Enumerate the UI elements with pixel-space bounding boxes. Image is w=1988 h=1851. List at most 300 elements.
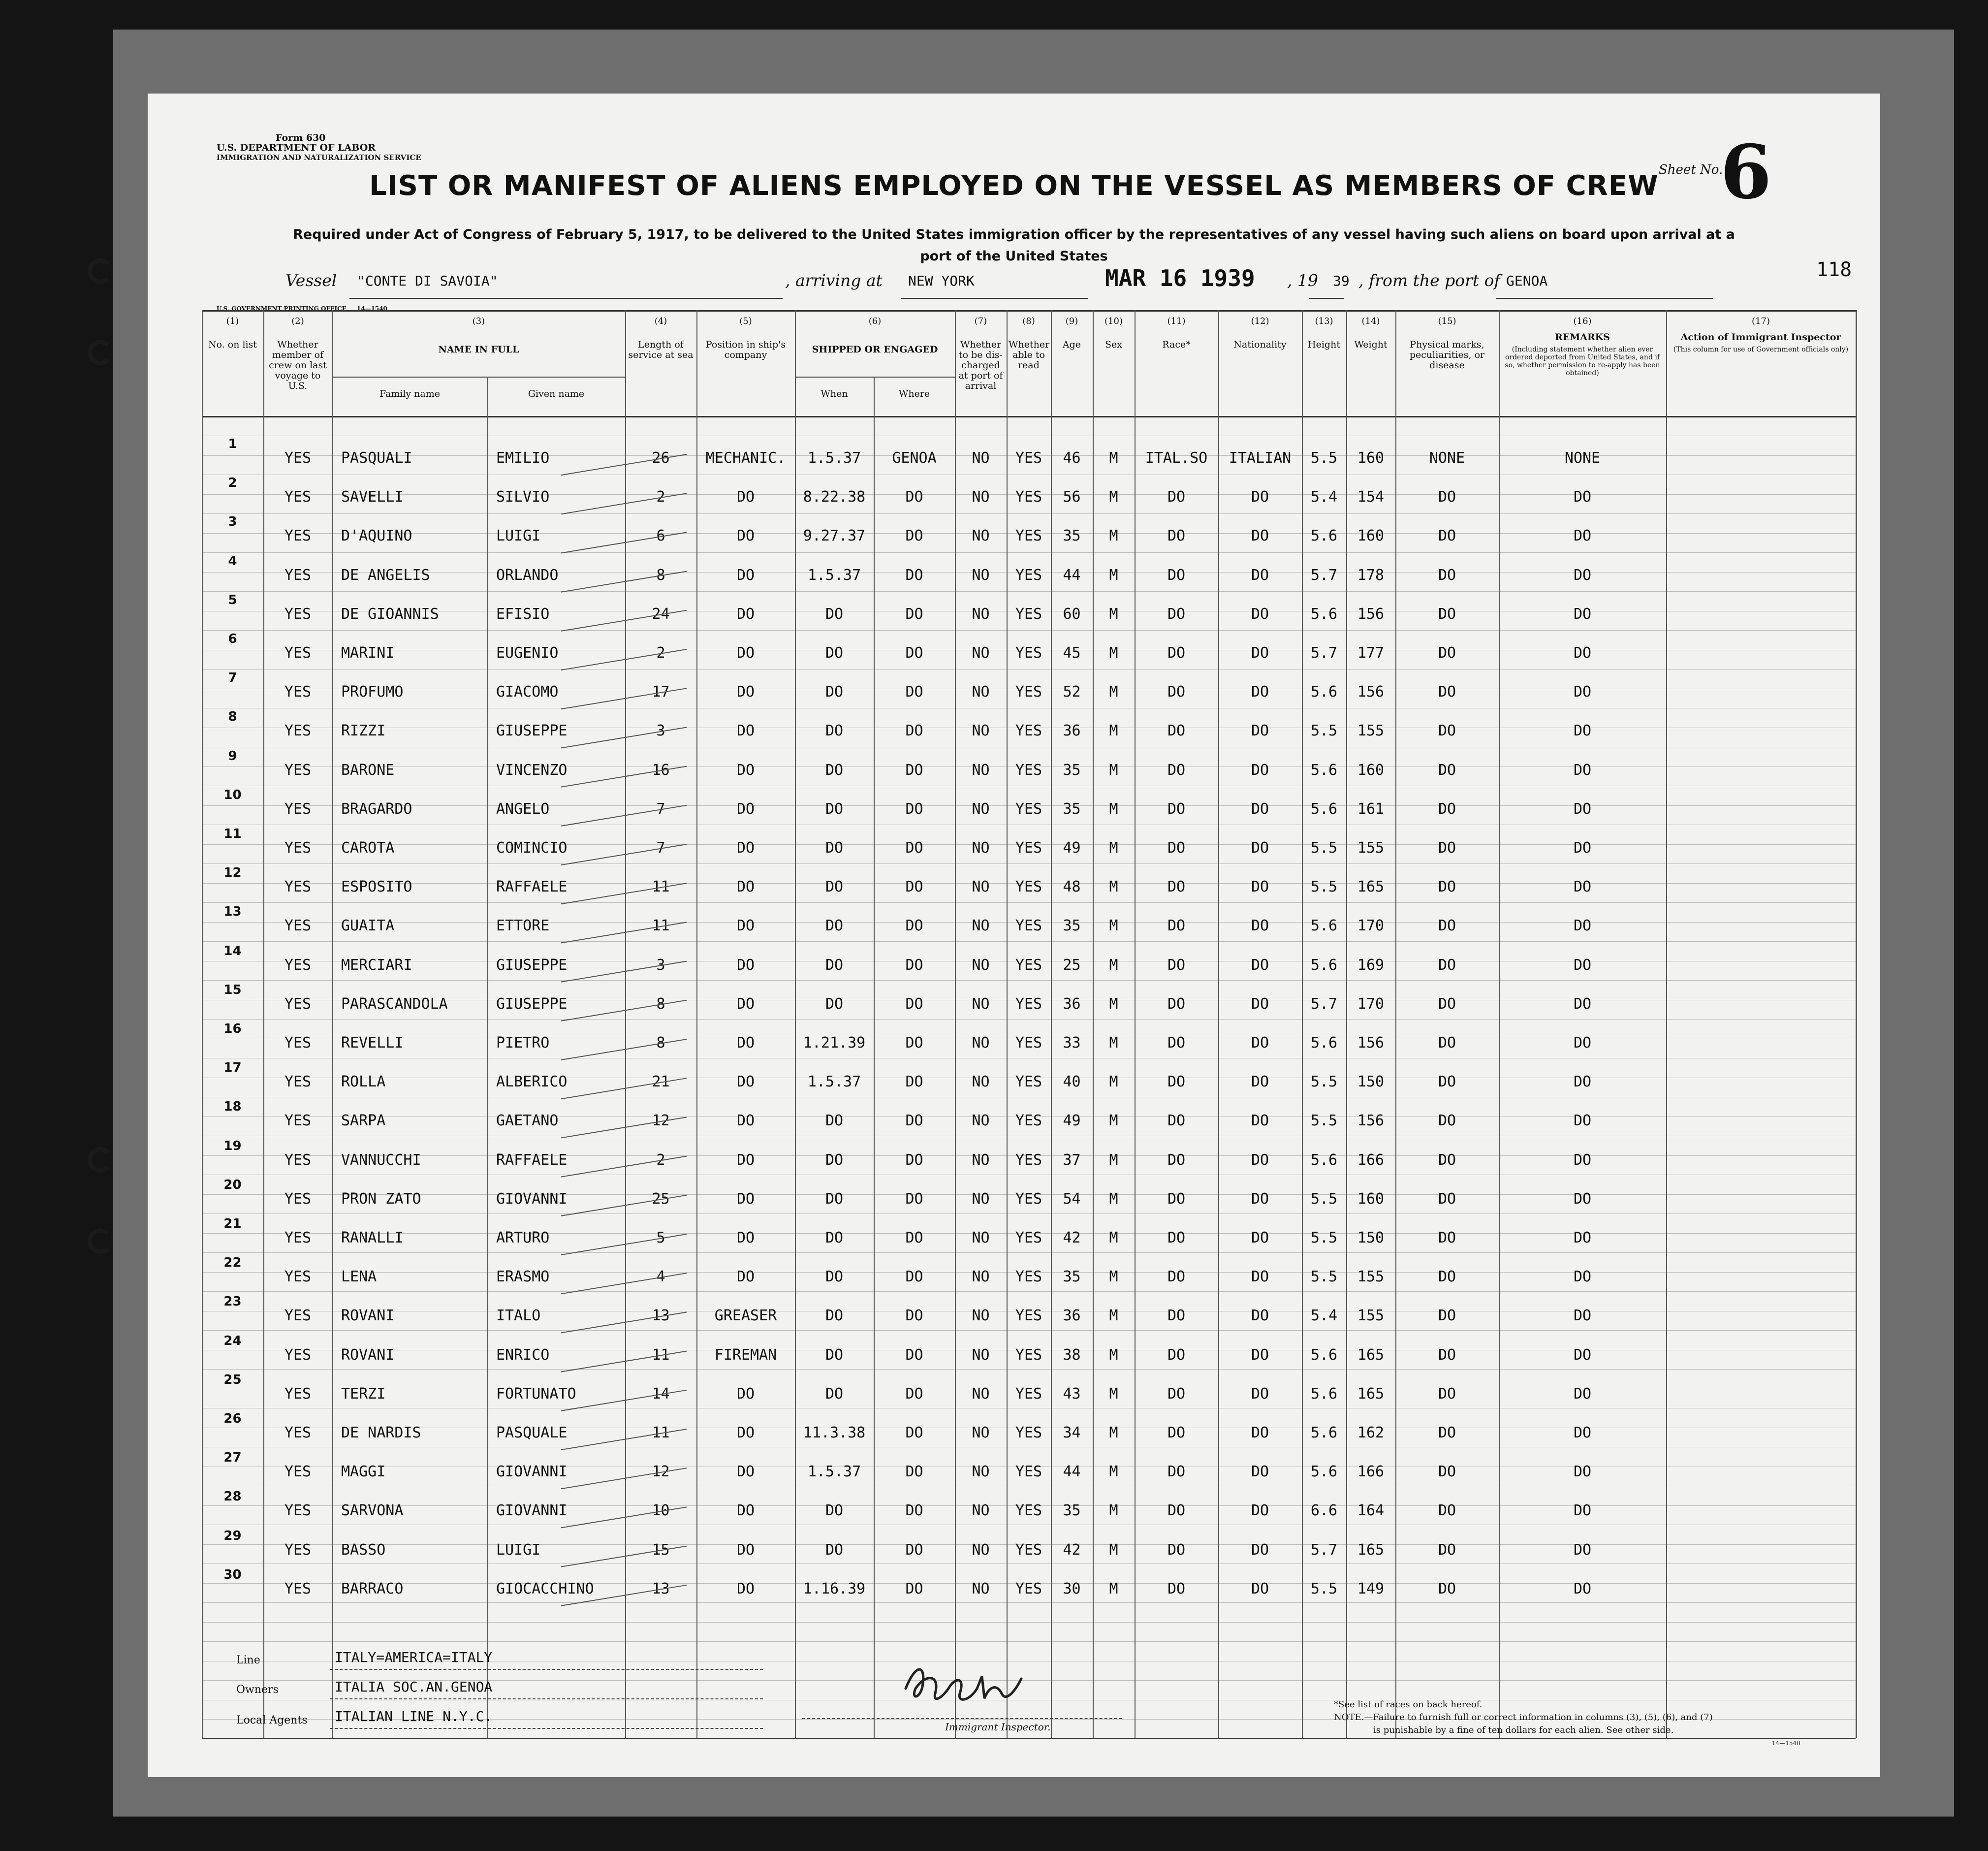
cell-weight: 166 (1357, 1463, 1385, 1481)
cell-read: YES (1015, 1151, 1042, 1169)
column-subheader: When (820, 388, 848, 399)
cell-marks: DO (1438, 1307, 1456, 1325)
cell-read: YES (1015, 722, 1042, 740)
cell-prev: YES (284, 917, 312, 935)
cell-where: DO (905, 644, 923, 662)
cell-family: ROVANI (341, 1307, 395, 1325)
column-header: Weight (1354, 339, 1388, 350)
cell-weight: 165 (1357, 1346, 1385, 1364)
cell-sex: M (1109, 1268, 1118, 1286)
cell-service: 17 (652, 683, 670, 701)
cell-service: 14 (652, 1385, 670, 1403)
binder-hole (88, 1147, 113, 1173)
cell-sex: M (1109, 1229, 1118, 1246)
cell-sex: M (1109, 839, 1118, 857)
cell-weight: 155 (1357, 722, 1385, 740)
cell-height: 5.5 (1310, 839, 1338, 857)
cell-remarks: DO (1573, 839, 1592, 857)
cell-sex: M (1109, 1463, 1118, 1481)
cell-family: TERZI (341, 1385, 386, 1403)
cell-service: 3 (656, 956, 665, 974)
cell-height: 5.6 (1310, 1385, 1338, 1403)
cell-no: 17 (223, 1060, 242, 1076)
cell-height: 5.5 (1310, 1229, 1338, 1246)
cell-service: 11 (652, 917, 670, 935)
cell-race: DO (1167, 800, 1186, 818)
cell-no: 3 (228, 514, 237, 530)
cell-position: MECHANIC. (705, 449, 786, 467)
column-number: (16) (1573, 316, 1592, 326)
cell-sex: M (1109, 761, 1118, 779)
cell-nat: DO (1251, 1346, 1269, 1364)
cell-race: DO (1167, 1112, 1186, 1130)
cell-prev: YES (284, 722, 312, 740)
column-header: Race* (1162, 339, 1191, 350)
cell-prev: YES (284, 566, 312, 584)
cell-marks: DO (1438, 917, 1456, 935)
cell-where: DO (905, 839, 923, 857)
cell-service: 15 (652, 1541, 670, 1559)
cell-when: 1.21.39 (803, 1034, 866, 1052)
cell-service: 2 (656, 644, 665, 662)
cell-when: DO (825, 839, 844, 857)
cell-height: 5.6 (1310, 527, 1338, 545)
cell-height: 5.5 (1310, 1580, 1338, 1597)
cell-disch: NO (972, 1463, 990, 1481)
cell-weight: 162 (1357, 1424, 1385, 1441)
cell-marks: DO (1438, 1073, 1456, 1091)
column-header: No. on list (208, 339, 257, 350)
cell-marks: DO (1438, 956, 1456, 974)
cell-race: DO (1167, 839, 1186, 857)
cell-marks: DO (1438, 1346, 1456, 1364)
cell-remarks: DO (1573, 527, 1592, 545)
cell-given: GIUSEPPE (496, 956, 568, 974)
cell-read: YES (1015, 956, 1042, 974)
cell-disch: NO (972, 1229, 990, 1246)
cell-service: 11 (652, 878, 670, 896)
cell-height: 5.6 (1310, 1346, 1338, 1364)
stamp-number: 118 (1816, 258, 1852, 281)
cell-prev: YES (284, 1073, 312, 1091)
cell-no: 13 (223, 904, 242, 920)
cell-marks: DO (1438, 1463, 1456, 1481)
cell-position: DO (736, 1463, 755, 1481)
cell-prev: YES (284, 956, 312, 974)
cell-height: 5.5 (1310, 878, 1338, 896)
cell-given: EUGENIO (496, 644, 559, 662)
cell-position: DO (736, 878, 755, 896)
cell-position: DO (736, 1541, 755, 1559)
cell-read: YES (1015, 488, 1042, 506)
cell-height: 5.5 (1310, 1112, 1338, 1130)
column-number: (8) (1022, 316, 1035, 326)
cell-given: GIOVANNI (496, 1502, 568, 1520)
owners-value: ITALIA SOC.AN.GENOA (335, 1679, 493, 1695)
cell-marks: DO (1438, 878, 1456, 896)
cell-marks: DO (1438, 995, 1456, 1013)
cell-age: 35 (1063, 917, 1081, 935)
cell-no: 29 (223, 1528, 242, 1543)
cell-where: DO (905, 800, 923, 818)
cell-read: YES (1015, 566, 1042, 584)
cell-service: 4 (656, 1268, 665, 1286)
races-note: *See list of races on back hereof. (1334, 1699, 1483, 1710)
cell-age: 43 (1063, 1385, 1081, 1403)
cell-where: DO (905, 1502, 923, 1520)
cell-remarks: DO (1573, 605, 1592, 623)
cell-race: DO (1167, 644, 1186, 662)
cell-service: 11 (652, 1346, 670, 1364)
column-number: (7) (974, 316, 987, 326)
cell-height: 5.7 (1310, 995, 1338, 1013)
cell-given: RAFFAELE (496, 1151, 568, 1169)
cell-where: DO (905, 1112, 923, 1130)
cell-disch: NO (972, 1190, 990, 1208)
cell-family: BASSO (341, 1541, 386, 1559)
cell-age: 36 (1063, 722, 1081, 740)
column-number: (17) (1752, 316, 1770, 326)
cell-marks: DO (1438, 1112, 1456, 1130)
cell-read: YES (1015, 839, 1042, 857)
cell-nat: DO (1251, 800, 1269, 818)
subtitle-line: port of the United States (920, 249, 1108, 264)
cell-disch: NO (972, 1073, 990, 1091)
cell-weight: 155 (1357, 839, 1385, 857)
cell-race: DO (1167, 1034, 1186, 1052)
cell-height: 5.6 (1310, 1034, 1338, 1052)
cell-nat: DO (1251, 1463, 1269, 1481)
cell-nat: DO (1251, 488, 1269, 506)
cell-age: 46 (1063, 449, 1081, 467)
cell-prev: YES (284, 488, 312, 506)
cell-remarks: DO (1573, 956, 1592, 974)
cell-nat: DO (1251, 1307, 1269, 1325)
cell-disch: NO (972, 839, 990, 857)
cell-weight: 178 (1357, 566, 1385, 584)
cell-where: DO (905, 1385, 923, 1403)
cell-disch: NO (972, 683, 990, 701)
cell-given: GAETANO (496, 1112, 559, 1130)
cell-prev: YES (284, 527, 312, 545)
cell-remarks: DO (1573, 488, 1592, 506)
cell-position: DO (736, 956, 755, 974)
cell-sex: M (1109, 488, 1118, 506)
cell-remarks: DO (1573, 1190, 1592, 1208)
column-number: (3) (472, 316, 485, 326)
cell-weight: 165 (1357, 1541, 1385, 1559)
cell-nat: DO (1251, 644, 1269, 662)
cell-prev: YES (284, 1502, 312, 1520)
cell-marks: DO (1438, 1229, 1456, 1246)
cell-read: YES (1015, 1112, 1042, 1130)
cell-disch: NO (972, 1151, 990, 1169)
cell-no: 14 (223, 943, 242, 958)
cell-sex: M (1109, 527, 1118, 545)
cell-position: DO (736, 605, 755, 623)
cell-marks: DO (1438, 722, 1456, 740)
cell-age: 60 (1063, 605, 1081, 623)
cell-where: DO (905, 1268, 923, 1286)
cell-when: DO (825, 1151, 844, 1169)
cell-given: SILVIO (496, 488, 550, 506)
cell-read: YES (1015, 800, 1042, 818)
binder-hole (88, 258, 113, 284)
column-header: NAME IN FULL (438, 344, 519, 355)
cell-remarks: DO (1573, 722, 1592, 740)
cell-where: DO (905, 527, 923, 545)
cell-service: 6 (656, 527, 665, 545)
cell-family: GUAITA (341, 917, 395, 935)
owners-label: Owners (236, 1684, 279, 1696)
cell-read: YES (1015, 995, 1042, 1013)
cell-sex: M (1109, 878, 1118, 896)
cell-height: 5.6 (1310, 956, 1338, 974)
cell-disch: NO (972, 1424, 990, 1441)
cell-no: 22 (223, 1255, 242, 1271)
cell-remarks: DO (1573, 1307, 1592, 1325)
cell-when: 1.5.37 (807, 1073, 861, 1091)
cell-no: 2 (228, 476, 237, 491)
cell-read: YES (1015, 1307, 1042, 1325)
cell-age: 35 (1063, 761, 1081, 779)
cell-marks: DO (1438, 1190, 1456, 1208)
cell-position: DO (736, 761, 755, 779)
cell-no: 15 (223, 982, 242, 997)
cell-read: YES (1015, 1229, 1042, 1246)
cell-where: DO (905, 1190, 923, 1208)
cell-race: DO (1167, 1190, 1186, 1208)
cell-weight: 156 (1357, 683, 1385, 701)
agents-value: ITALIAN LINE N.Y.C. (335, 1708, 493, 1724)
cell-age: 52 (1063, 683, 1081, 701)
cell-family: SARPA (341, 1112, 386, 1130)
cell-when: DO (825, 800, 844, 818)
cell-position: GREASER (714, 1307, 777, 1325)
cell-position: DO (736, 644, 755, 662)
cell-prev: YES (284, 449, 312, 467)
cell-race: DO (1167, 566, 1186, 584)
cell-where: GENOA (892, 449, 937, 467)
cell-when: DO (825, 878, 844, 896)
crew-table (202, 310, 1856, 1738)
cell-remarks: DO (1573, 566, 1592, 584)
from-port: GENOA (1506, 273, 1548, 289)
cell-height: 5.5 (1310, 1073, 1338, 1091)
cell-position: DO (736, 1034, 755, 1052)
cell-position: DO (736, 722, 755, 740)
cell-age: 25 (1063, 956, 1081, 974)
cell-where: DO (905, 1229, 923, 1246)
column-header: Action of Immigrant Inspector (1680, 332, 1841, 343)
cell-nat: DO (1251, 761, 1269, 779)
manifest-sheet (148, 94, 1880, 1777)
cell-where: DO (905, 566, 923, 584)
cell-when: 1.5.37 (807, 1463, 861, 1481)
cell-service: 7 (656, 839, 665, 857)
cell-read: YES (1015, 1502, 1042, 1520)
cell-prev: YES (284, 1385, 312, 1403)
cell-given: LUIGI (496, 527, 541, 545)
penalty-note-line1: NOTE.—Failure to furnish full or correct information in columns (3), (5), (6), and (7) (1334, 1712, 1713, 1723)
cell-height: 5.5 (1310, 1268, 1338, 1286)
cell-height: 5.4 (1310, 488, 1338, 506)
cell-weight: 156 (1357, 605, 1385, 623)
column-number: (6) (868, 316, 882, 326)
cell-race: DO (1167, 1424, 1186, 1441)
cell-no: 25 (223, 1372, 242, 1387)
cell-disch: NO (972, 722, 990, 740)
cell-weight: 164 (1357, 1502, 1385, 1520)
cell-disch: NO (972, 1385, 990, 1403)
cell-disch: NO (972, 1346, 990, 1364)
cell-sex: M (1109, 1151, 1118, 1169)
cell-when: DO (825, 722, 844, 740)
cell-age: 48 (1063, 878, 1081, 896)
cell-disch: NO (972, 1541, 990, 1559)
cell-family: BRAGARDO (341, 800, 412, 818)
cell-where: DO (905, 878, 923, 896)
cell-weight: 150 (1357, 1229, 1385, 1246)
cell-weight: 166 (1357, 1151, 1385, 1169)
cell-prev: YES (284, 1034, 312, 1052)
cell-age: 35 (1063, 527, 1081, 545)
cell-remarks: DO (1573, 1385, 1592, 1403)
cell-when: DO (825, 644, 844, 662)
cell-given: ERASMO (496, 1268, 550, 1286)
cell-age: 44 (1063, 1463, 1081, 1481)
cell-no: 5 (228, 592, 237, 607)
cell-weight: 160 (1357, 449, 1385, 467)
cell-sex: M (1109, 1307, 1118, 1325)
cell-sex: M (1109, 1580, 1118, 1597)
cell-sex: M (1109, 1112, 1118, 1130)
cell-when: DO (825, 1190, 844, 1208)
cell-sex: M (1109, 956, 1118, 974)
cell-service: 16 (652, 761, 670, 779)
column-header: Whether to be dis-charged at port of arrival (958, 339, 1003, 391)
cell-no: 10 (223, 787, 242, 802)
cell-marks: DO (1438, 644, 1456, 662)
cell-family: SAVELLI (341, 488, 404, 506)
column-header: Sex (1105, 339, 1122, 350)
column-header: Whether member of crew on last voyage to U.S. (269, 339, 327, 391)
cell-no: 6 (228, 632, 237, 646)
sheet-label: Sheet No. (1659, 162, 1723, 177)
cell-service: 10 (652, 1502, 670, 1520)
vessel-name: "CONTE DI SAVOIA" (357, 273, 498, 289)
cell-service: 8 (656, 1034, 665, 1052)
cell-remarks: DO (1573, 995, 1592, 1013)
cell-nat: DO (1251, 917, 1269, 935)
cell-when: DO (825, 995, 844, 1013)
cell-weight: 155 (1357, 1307, 1385, 1325)
cell-marks: DO (1438, 605, 1456, 623)
cell-marks: DO (1438, 761, 1456, 779)
cell-nat: ITALIAN (1229, 449, 1292, 467)
cell-no: 21 (223, 1216, 242, 1231)
cell-remarks: DO (1573, 1073, 1592, 1091)
cell-no: 30 (223, 1567, 242, 1582)
cell-weight: 154 (1357, 488, 1385, 506)
cell-sex: M (1109, 917, 1118, 935)
cell-family: MARINI (341, 644, 395, 662)
cell-height: 5.6 (1310, 917, 1338, 935)
cell-service: 2 (656, 488, 665, 506)
cell-when: DO (825, 1112, 844, 1130)
year-prefix: , 19 (1287, 271, 1318, 290)
cell-remarks: DO (1573, 1502, 1592, 1520)
cell-height: 5.5 (1310, 449, 1338, 467)
year-value: 39 (1333, 273, 1350, 289)
cell-read: YES (1015, 527, 1042, 545)
cell-nat: DO (1251, 1580, 1269, 1597)
column-number: (11) (1167, 316, 1186, 326)
cell-nat: DO (1251, 839, 1269, 857)
cell-race: DO (1167, 527, 1186, 545)
cell-when: 8.22.38 (803, 488, 866, 506)
cell-sex: M (1109, 800, 1118, 818)
cell-where: DO (905, 1307, 923, 1325)
cell-service: 24 (652, 605, 670, 623)
cell-nat: DO (1251, 527, 1269, 545)
cell-sex: M (1109, 1034, 1118, 1052)
column-header: Length of service at sea (628, 339, 694, 360)
cell-marks: DO (1438, 1034, 1456, 1052)
cell-read: YES (1015, 917, 1042, 935)
cell-height: 5.6 (1310, 683, 1338, 701)
cell-where: DO (905, 722, 923, 740)
cell-service: 21 (652, 1073, 670, 1091)
cell-marks: DO (1438, 1151, 1456, 1169)
cell-remarks: DO (1573, 1424, 1592, 1441)
cell-no: 28 (223, 1489, 242, 1504)
cell-prev: YES (284, 1190, 312, 1208)
cell-age: 33 (1063, 1034, 1081, 1052)
cell-age: 45 (1063, 644, 1081, 662)
cell-no: 1 (228, 437, 237, 451)
cell-race: DO (1167, 1151, 1186, 1169)
cell-weight: 160 (1357, 1190, 1385, 1208)
cell-where: DO (905, 488, 923, 506)
cell-age: 34 (1063, 1424, 1081, 1441)
cell-family: D'AQUINO (341, 527, 412, 545)
cell-no: 23 (223, 1294, 242, 1309)
column-header: Position in ship's company (705, 339, 786, 360)
cell-when: 11.3.38 (803, 1424, 866, 1441)
cell-height: 5.6 (1310, 605, 1338, 623)
cell-height: 5.6 (1310, 761, 1338, 779)
cell-marks: DO (1438, 1541, 1456, 1559)
cell-race: DO (1167, 722, 1186, 740)
form-header (217, 133, 421, 162)
cell-position: DO (736, 1502, 755, 1520)
cell-where: DO (905, 761, 923, 779)
cell-no: 7 (228, 670, 237, 686)
cell-given: ITALO (496, 1307, 541, 1325)
cell-family: PRON ZATO (341, 1190, 421, 1208)
cell-nat: DO (1251, 1268, 1269, 1286)
cell-given: COMINCIO (496, 839, 568, 857)
cell-weight: 150 (1357, 1073, 1385, 1091)
cell-sex: M (1109, 1541, 1118, 1559)
column-header: Physical marks, peculiarities, or disease (1409, 339, 1485, 371)
cell-race: DO (1167, 956, 1186, 974)
cell-given: GIOVANNI (496, 1190, 568, 1208)
cell-age: 49 (1063, 1112, 1081, 1130)
column-number: (14) (1361, 316, 1380, 326)
cell-height: 5.5 (1310, 1190, 1338, 1208)
